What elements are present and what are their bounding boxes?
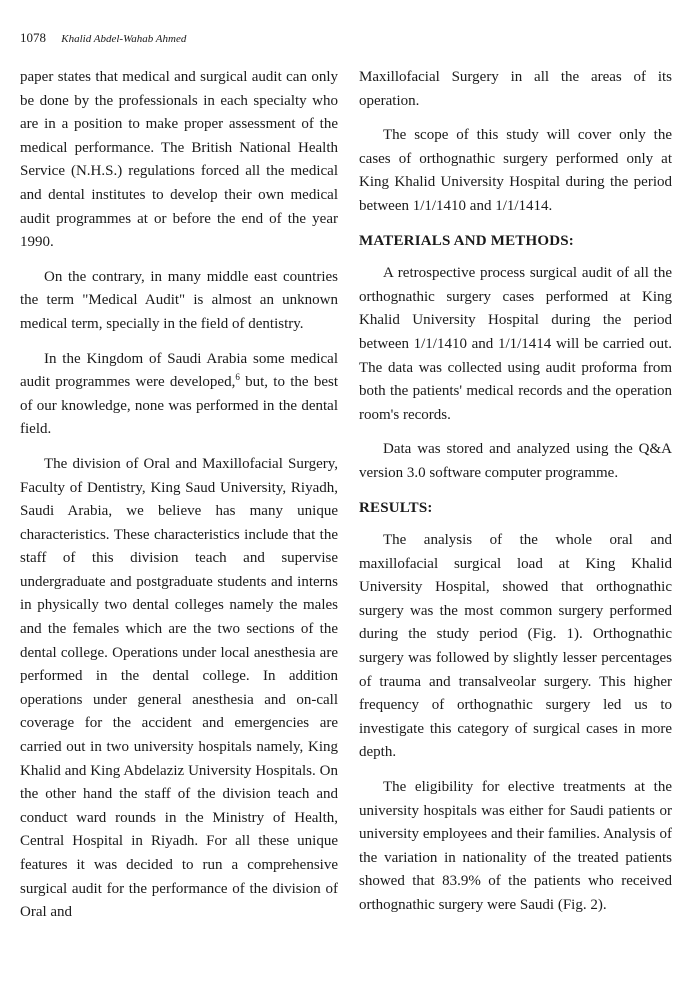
saudi-text-b: but, to the best of our knowledge, none was performed in the dental field.: [20, 374, 338, 438]
paragraph-saudi-arabia: [20, 348, 338, 442]
page-number: 1078: [20, 30, 46, 45]
running-author: Khalid Abdel-Wahab Ahmed: [61, 33, 187, 45]
reference-6: 6: [235, 372, 240, 383]
right-column: [359, 66, 672, 929]
paragraph-results-nationality: The eligibility for elective treatments at the university hospitals was either for Saudi patients or university employees and their families. Analysis of the variation in nationality of the treated patients showed that 83.9% of the patients who received orthognathic surgery were Saudi (Fig. 2).: [359, 779, 672, 913]
paragraph-scope: The scope of this study will cover only the cases of orthognathic surgery performed only at King Khalid University Hospital during the period between 1/1/1410 and 1/1/1414.: [359, 127, 672, 214]
left-column: [20, 66, 338, 936]
heading-results: RESULTS:: [359, 499, 433, 516]
paragraph-continued-right: Maxillofacial Surgery in all the areas of its operation.: [359, 69, 672, 109]
saudi-text-a: In the Kingdom of Saudi Arabia some medical audit programmes were developed,: [20, 350, 338, 391]
paragraph-middle-east: On the contrary, in many middle east countries the term "Medical Audit" is almost an unknown medical term, specially in the field of dentistry.: [20, 268, 338, 332]
paragraph-continued: paper states that medical and surgical audit can only be done by the professionals in each specialty who are in a position to make proper assessment of the medical performance. The British National Health Service (N.H.S.) regulations forced all the medical and dental institutes to develop their own medical audit programmes at or before the end of the year 1990.: [20, 69, 338, 251]
paragraph-methods: A retrospective process surgical audit of all the orthognathic surgery cases performed at King Khalid University Hospital during the period between 1/1/1410 and 1/1/1414 will be carried out. The data was collected using audit proforma from both the patients' medical records and the operation room's records.: [359, 265, 672, 423]
paragraph-data-storage: Data was stored and analyzed using the Q&A version 3.0 software computer programme.: [359, 441, 672, 481]
paragraph-results-load: The analysis of the whole oral and maxillofacial surgical load at King Khalid University Hospital, showed that orthognathic surgery was the most common surgery performed during the study period (Fig. 1). Orthognathic surgery was followed by slightly lesser percentages of trauma and transalveolar surgery. This higher frequency of orthognathic surgery led us to investigate this category of surgical cases in more depth.: [359, 532, 672, 761]
heading-materials-methods: MATERIALS AND METHODS:: [359, 232, 574, 249]
paragraph-division: The division of Oral and Maxillofacial Surgery, Faculty of Dentistry, King Saud University, Riyadh, Saudi Arabia, we believe has many unique characteristics. These characteristics include that the staff of this division teach and supervise undergraduate and postgraduate students and interns in physically two dental colleges namely the males and the females which are the two sections of the dental college. Operations under local anesthesia are performed in the dental college. In addition operations under general anesthesia and on-call coverage for the accident and emergencies are carried out in two university hospitals namely, King Khalid and King Abdelaziz University Hospitals. On the other hand the staff of the division teach and conduct ward rounds in the Ministry of Health, Central Hospital in Riyadh. For all these unique features it was decided to run a comprehensive surgical audit for the performance of the division of Oral and: [20, 455, 338, 921]
running-header: [20, 30, 186, 46]
